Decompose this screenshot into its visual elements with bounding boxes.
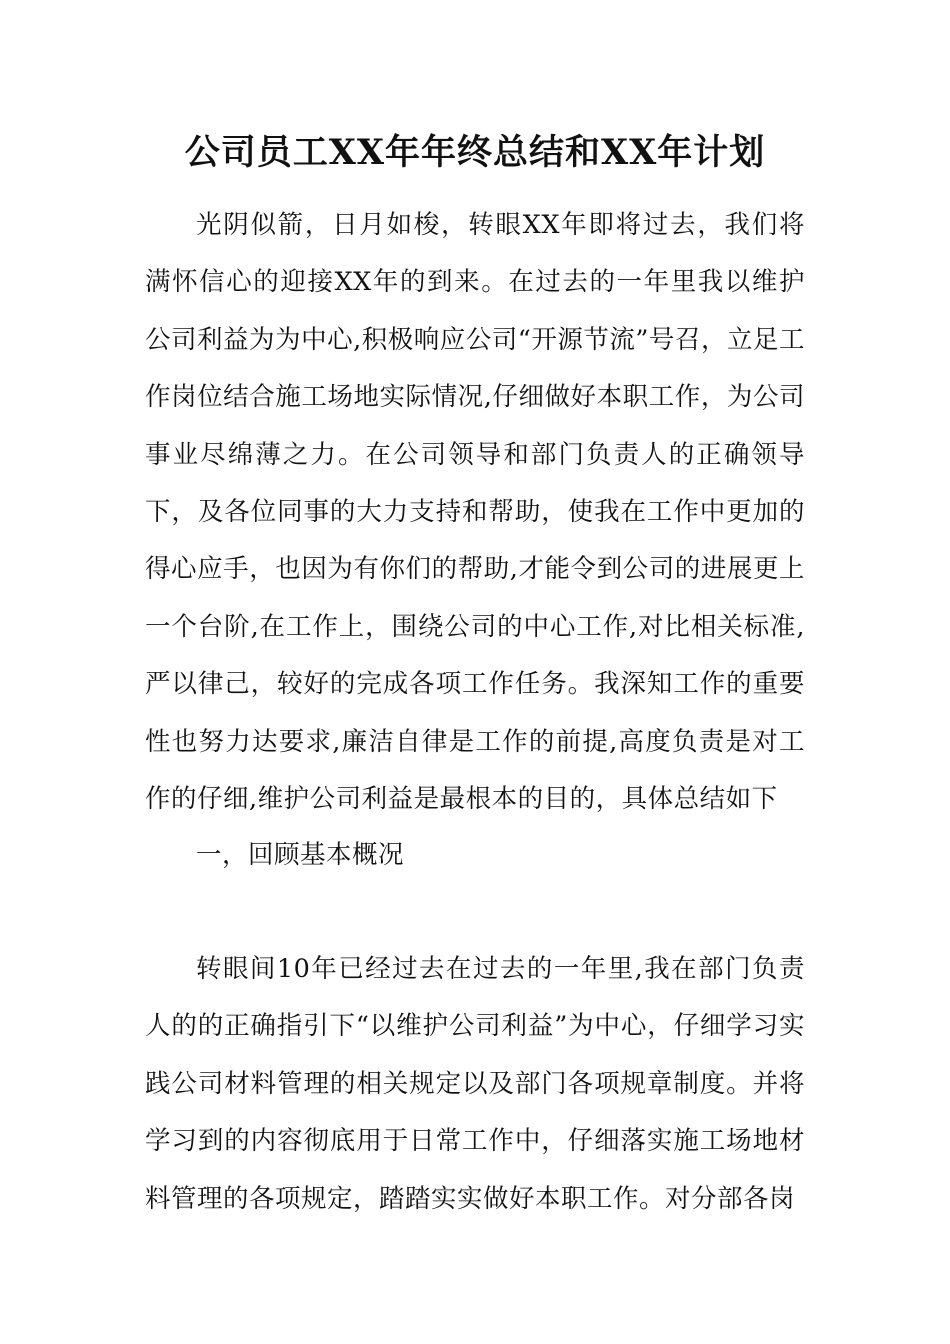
section-heading: 一，回顾基本概况 [196,840,405,870]
body-paragraph-review: 转眼间10年已经过去在过去的一年里,我在部门负责人的的正确指引下“以维护公司利益”为中心，仔细学习实践公司材料管理的相关规定以及部门各项规章制度。并将学习到的内容彻底用于日常工作中，仔细落实施工场地材料管理的各项规定，踏踏实实做好本职工作。对分部各岗 [145,954,805,1214]
document-title: 公司员工XX年年终总结和XX年计划 [184,132,766,173]
body-paragraph-intro: 光阴似箭，日月如梭，转眼XX年即将过去，我们将满怀信心的迎接XX年的到来。在过去的一年里我以维护公司利益为为中心,积极响应公司“开源节流”号召，立足工作岗位结合施工场地实际情况,仔细做好本职工作，为公司事业尽绵薄之力。在公司领导和部门负责人的正确领导下，及各位同事的大力支持和帮助，使我在工作中更加的得心应手，也因为有你们的帮助,才能令到公司的进展更上一个台阶,在工作上，围绕公司的中心工作,对比相关标准,严以律己，较好的完成各项工作任务。我深知工作的重要性也努力达要求,廉洁自律是工作的前提,高度负责是对工作的仔细,维护公司利益是最根本的目的，具体总结如下 [145,210,805,815]
